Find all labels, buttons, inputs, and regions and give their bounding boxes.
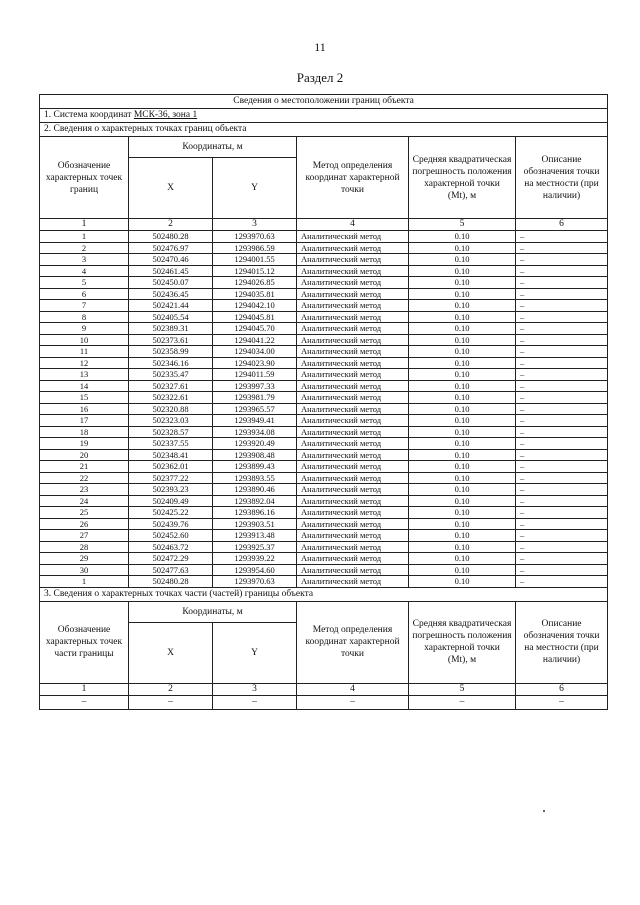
point-number: 18 bbox=[40, 426, 129, 438]
point-y: 1293970.63 bbox=[213, 576, 297, 588]
table-row bbox=[40, 553, 608, 565]
point-description: – bbox=[516, 403, 608, 415]
column-number: 3 bbox=[213, 219, 297, 231]
point-number: 1 bbox=[40, 576, 129, 588]
point-number: 29 bbox=[40, 553, 129, 565]
point-method: Аналитический метод bbox=[297, 576, 409, 588]
table-row bbox=[40, 277, 608, 289]
point-description: – bbox=[516, 242, 608, 254]
point-x: 502480.28 bbox=[129, 576, 213, 588]
point-method: Аналитический метод bbox=[297, 507, 409, 519]
point-accuracy: 0.10 bbox=[409, 231, 516, 243]
point-description: – bbox=[516, 484, 608, 496]
point-y: 1293890.46 bbox=[213, 484, 297, 496]
point-x: 502452.60 bbox=[129, 530, 213, 542]
point-y: 1294015.12 bbox=[213, 265, 297, 277]
point-method: Аналитический метод bbox=[297, 530, 409, 542]
point-accuracy: 0.10 bbox=[409, 265, 516, 277]
point-description: – bbox=[516, 495, 608, 507]
point-method: Аналитический метод bbox=[297, 449, 409, 461]
coord-system-value: МСК-36, зона 1 bbox=[133, 110, 198, 120]
point-description: – bbox=[516, 311, 608, 323]
empty-cell: – bbox=[409, 695, 516, 709]
point-description: – bbox=[516, 288, 608, 300]
section-title: Раздел 2 bbox=[296, 70, 344, 85]
point-x: 502393.23 bbox=[129, 484, 213, 496]
header-accuracy bbox=[409, 137, 516, 219]
point-x: 502323.03 bbox=[129, 415, 213, 427]
table-row bbox=[40, 369, 608, 381]
point-accuracy: 0.10 bbox=[409, 518, 516, 530]
column-number: 4 bbox=[297, 683, 409, 695]
table-row bbox=[40, 518, 608, 530]
point-description: – bbox=[516, 231, 608, 243]
column-number: 5 bbox=[409, 683, 516, 695]
point-y: 1293920.49 bbox=[213, 438, 297, 450]
point-method: Аналитический метод bbox=[297, 495, 409, 507]
header-x-s3: X bbox=[129, 622, 213, 683]
point-x: 502362.01 bbox=[129, 461, 213, 473]
table-row bbox=[40, 495, 608, 507]
point-method: Аналитический метод bbox=[297, 564, 409, 576]
point-y: 1294034.00 bbox=[213, 346, 297, 358]
point-accuracy: 0.10 bbox=[409, 426, 516, 438]
point-x: 502322.61 bbox=[129, 392, 213, 404]
table-row bbox=[40, 231, 608, 243]
point-number: 26 bbox=[40, 518, 129, 530]
point-number: 14 bbox=[40, 380, 129, 392]
point-accuracy: 0.10 bbox=[409, 564, 516, 576]
point-x: 502476.97 bbox=[129, 242, 213, 254]
table-row bbox=[40, 323, 608, 335]
point-y: 1294011.59 bbox=[213, 369, 297, 381]
column-number: 2 bbox=[129, 683, 213, 695]
point-accuracy: 0.10 bbox=[409, 323, 516, 335]
point-accuracy: 0.10 bbox=[409, 380, 516, 392]
section3-title: 3. Сведения о характерных точках части (частей) границы объекта bbox=[40, 587, 608, 601]
point-y: 1294026.85 bbox=[213, 277, 297, 289]
point-number: 21 bbox=[40, 461, 129, 473]
point-accuracy: 0.10 bbox=[409, 277, 516, 289]
point-description: – bbox=[516, 334, 608, 346]
point-description: – bbox=[516, 541, 608, 553]
point-description: – bbox=[516, 438, 608, 450]
point-x: 502377.22 bbox=[129, 472, 213, 484]
table-row bbox=[40, 380, 608, 392]
point-y: 1293981.79 bbox=[213, 392, 297, 404]
point-accuracy: 0.10 bbox=[409, 530, 516, 542]
point-number: 23 bbox=[40, 484, 129, 496]
point-y: 1293965.57 bbox=[213, 403, 297, 415]
point-description: – bbox=[516, 392, 608, 404]
point-method: Аналитический метод bbox=[297, 380, 409, 392]
point-number: 24 bbox=[40, 495, 129, 507]
point-accuracy: 0.10 bbox=[409, 392, 516, 404]
table-row bbox=[40, 438, 608, 450]
point-description: – bbox=[516, 472, 608, 484]
point-method: Аналитический метод bbox=[297, 242, 409, 254]
point-accuracy: 0.10 bbox=[409, 438, 516, 450]
table-row bbox=[40, 392, 608, 404]
point-number: 11 bbox=[40, 346, 129, 358]
point-y: 1293893.55 bbox=[213, 472, 297, 484]
point-description: – bbox=[516, 323, 608, 335]
empty-cell: – bbox=[129, 695, 213, 709]
point-description: – bbox=[516, 265, 608, 277]
header-designation-s3: Обозначение характерных точек части границы bbox=[40, 601, 129, 683]
section3-empty-row bbox=[40, 695, 608, 709]
point-description: – bbox=[516, 576, 608, 588]
point-method: Аналитический метод bbox=[297, 369, 409, 381]
point-y: 1293970.63 bbox=[213, 231, 297, 243]
point-method: Аналитический метод bbox=[297, 311, 409, 323]
point-y: 1293925.37 bbox=[213, 541, 297, 553]
point-y: 1293913.48 bbox=[213, 530, 297, 542]
point-number: 7 bbox=[40, 300, 129, 312]
point-description: – bbox=[516, 300, 608, 312]
header-accuracy-unit: (Mt), м bbox=[447, 190, 477, 201]
point-y: 1293949.41 bbox=[213, 415, 297, 427]
point-description: – bbox=[516, 357, 608, 369]
point-description: – bbox=[516, 415, 608, 427]
point-x: 502436.45 bbox=[129, 288, 213, 300]
point-accuracy: 0.10 bbox=[409, 369, 516, 381]
column-number: 5 bbox=[409, 219, 516, 231]
point-method: Аналитический метод bbox=[297, 461, 409, 473]
header-x: X bbox=[129, 158, 213, 219]
table-row bbox=[40, 461, 608, 473]
header-accuracy-text: Средняя квадратическая погрешность положения характерной точки bbox=[412, 154, 512, 189]
point-x: 502320.88 bbox=[129, 403, 213, 415]
point-accuracy: 0.10 bbox=[409, 346, 516, 358]
point-number: 27 bbox=[40, 530, 129, 542]
table-row bbox=[40, 449, 608, 461]
table-row bbox=[40, 265, 608, 277]
header-accuracy-text-s3: Средняя квадратическая погрешность положения характерной точки bbox=[412, 619, 512, 653]
table-row bbox=[40, 530, 608, 542]
column-number: 6 bbox=[516, 219, 608, 231]
point-method: Аналитический метод bbox=[297, 323, 409, 335]
point-number: 8 bbox=[40, 311, 129, 323]
point-method: Аналитический метод bbox=[297, 265, 409, 277]
column-number: 2 bbox=[129, 219, 213, 231]
point-y: 1294001.55 bbox=[213, 254, 297, 266]
point-number: 10 bbox=[40, 334, 129, 346]
point-number: 9 bbox=[40, 323, 129, 335]
header-coordinates-s3: Координаты, м bbox=[129, 601, 297, 622]
table-row bbox=[40, 346, 608, 358]
boundary-table bbox=[39, 94, 608, 710]
point-x: 502439.76 bbox=[129, 518, 213, 530]
page-number: 11 bbox=[314, 40, 326, 54]
empty-cell: – bbox=[297, 695, 409, 709]
column-number: 6 bbox=[516, 683, 608, 695]
point-y: 1293986.59 bbox=[213, 242, 297, 254]
point-x: 502335.47 bbox=[129, 369, 213, 381]
point-x: 502358.99 bbox=[129, 346, 213, 358]
point-accuracy: 0.10 bbox=[409, 553, 516, 565]
point-x: 502450.07 bbox=[129, 277, 213, 289]
point-y: 1293997.33 bbox=[213, 380, 297, 392]
table-row bbox=[40, 357, 608, 369]
point-accuracy: 0.10 bbox=[409, 254, 516, 266]
point-x: 502470.46 bbox=[129, 254, 213, 266]
point-accuracy: 0.10 bbox=[409, 357, 516, 369]
point-method: Аналитический метод bbox=[297, 392, 409, 404]
point-accuracy: 0.10 bbox=[409, 300, 516, 312]
table-title: Сведения о местоположении границ объекта bbox=[40, 95, 608, 109]
table-row bbox=[40, 288, 608, 300]
coord-system-label: 1. Система координат bbox=[44, 110, 134, 120]
header-method-s3: Метод определения координат характерной точки bbox=[297, 601, 409, 683]
point-number: 20 bbox=[40, 449, 129, 461]
header-coordinates: Координаты, м bbox=[129, 137, 297, 158]
point-method: Аналитический метод bbox=[297, 288, 409, 300]
point-number: 13 bbox=[40, 369, 129, 381]
column-number: 1 bbox=[40, 219, 129, 231]
column-number: 3 bbox=[213, 683, 297, 695]
point-number: 16 bbox=[40, 403, 129, 415]
header-y-s3: Y bbox=[213, 622, 297, 683]
point-accuracy: 0.10 bbox=[409, 242, 516, 254]
point-number: 2 bbox=[40, 242, 129, 254]
point-accuracy: 0.10 bbox=[409, 541, 516, 553]
point-y: 1293896.16 bbox=[213, 507, 297, 519]
column-number: 4 bbox=[297, 219, 409, 231]
point-y: 1293899.43 bbox=[213, 461, 297, 473]
table-row bbox=[40, 564, 608, 576]
point-accuracy: 0.10 bbox=[409, 415, 516, 427]
point-number: 1 bbox=[40, 231, 129, 243]
point-accuracy: 0.10 bbox=[409, 403, 516, 415]
table-row bbox=[40, 541, 608, 553]
point-description: – bbox=[516, 346, 608, 358]
point-number: 15 bbox=[40, 392, 129, 404]
table-row bbox=[40, 403, 608, 415]
header-method: Метод определения координат характерной точки bbox=[297, 137, 409, 219]
header-designation: Обозначение характерных точек границ bbox=[40, 137, 129, 219]
point-x: 502373.61 bbox=[129, 334, 213, 346]
column-number: 1 bbox=[40, 683, 129, 695]
point-description: – bbox=[516, 518, 608, 530]
empty-cell: – bbox=[516, 695, 608, 709]
point-number: 4 bbox=[40, 265, 129, 277]
point-method: Аналитический метод bbox=[297, 484, 409, 496]
point-number: 6 bbox=[40, 288, 129, 300]
point-method: Аналитический метод bbox=[297, 518, 409, 530]
point-x: 502337.55 bbox=[129, 438, 213, 450]
point-accuracy: 0.10 bbox=[409, 311, 516, 323]
point-y: 1294045.81 bbox=[213, 311, 297, 323]
point-y: 1293903.51 bbox=[213, 518, 297, 530]
point-description: – bbox=[516, 277, 608, 289]
point-description: – bbox=[516, 564, 608, 576]
point-y: 1294041.22 bbox=[213, 334, 297, 346]
point-description: – bbox=[516, 254, 608, 266]
empty-cell: – bbox=[40, 695, 129, 709]
point-x: 502425.22 bbox=[129, 507, 213, 519]
point-x: 502409.49 bbox=[129, 495, 213, 507]
table-row bbox=[40, 472, 608, 484]
section2-title: 2. Сведения о характерных точках границ объекта bbox=[40, 123, 608, 137]
point-method: Аналитический метод bbox=[297, 426, 409, 438]
header-y: Y bbox=[213, 158, 297, 219]
point-method: Аналитический метод bbox=[297, 541, 409, 553]
point-description: – bbox=[516, 380, 608, 392]
point-accuracy: 0.10 bbox=[409, 472, 516, 484]
point-y: 1293939.22 bbox=[213, 553, 297, 565]
point-description: – bbox=[516, 449, 608, 461]
point-x: 502328.57 bbox=[129, 426, 213, 438]
point-x: 502346.16 bbox=[129, 357, 213, 369]
point-y: 1293892.04 bbox=[213, 495, 297, 507]
point-method: Аналитический метод bbox=[297, 553, 409, 565]
point-method: Аналитический метод bbox=[297, 300, 409, 312]
point-method: Аналитический метод bbox=[297, 277, 409, 289]
point-x: 502463.72 bbox=[129, 541, 213, 553]
point-method: Аналитический метод bbox=[297, 403, 409, 415]
point-method: Аналитический метод bbox=[297, 415, 409, 427]
point-x: 502461.45 bbox=[129, 265, 213, 277]
header-description-s3: Описание обозначения точки на местности (при наличии) bbox=[516, 601, 608, 683]
table-row bbox=[40, 311, 608, 323]
point-x: 502421.44 bbox=[129, 300, 213, 312]
point-y: 1294045.70 bbox=[213, 323, 297, 335]
point-y: 1293954.60 bbox=[213, 564, 297, 576]
point-accuracy: 0.10 bbox=[409, 495, 516, 507]
point-accuracy: 0.10 bbox=[409, 461, 516, 473]
table-row bbox=[40, 300, 608, 312]
header-description: Описание обозначения точки на местности (при наличии) bbox=[516, 137, 608, 219]
point-accuracy: 0.10 bbox=[409, 449, 516, 461]
point-accuracy: 0.10 bbox=[409, 334, 516, 346]
point-number: 3 bbox=[40, 254, 129, 266]
point-number: 28 bbox=[40, 541, 129, 553]
point-description: – bbox=[516, 553, 608, 565]
point-y: 1294023.90 bbox=[213, 357, 297, 369]
point-y: 1293908.48 bbox=[213, 449, 297, 461]
table-row bbox=[40, 576, 608, 588]
point-x: 502480.28 bbox=[129, 231, 213, 243]
point-method: Аналитический метод bbox=[297, 357, 409, 369]
point-accuracy: 0.10 bbox=[409, 484, 516, 496]
point-description: – bbox=[516, 461, 608, 473]
point-number: 22 bbox=[40, 472, 129, 484]
point-method: Аналитический метод bbox=[297, 254, 409, 266]
header-accuracy-unit-s3: (Mt), м bbox=[447, 655, 477, 665]
point-x: 502389.31 bbox=[129, 323, 213, 335]
point-y: 1294035.81 bbox=[213, 288, 297, 300]
point-x: 502348.41 bbox=[129, 449, 213, 461]
point-method: Аналитический метод bbox=[297, 438, 409, 450]
point-number: 25 bbox=[40, 507, 129, 519]
point-method: Аналитический метод bbox=[297, 472, 409, 484]
point-method: Аналитический метод bbox=[297, 334, 409, 346]
point-accuracy: 0.10 bbox=[409, 576, 516, 588]
table-row bbox=[40, 334, 608, 346]
point-number: 19 bbox=[40, 438, 129, 450]
table-row bbox=[40, 254, 608, 266]
point-x: 502405.54 bbox=[129, 311, 213, 323]
point-description: – bbox=[516, 530, 608, 542]
table-row bbox=[40, 507, 608, 519]
table-row bbox=[40, 415, 608, 427]
point-number: 30 bbox=[40, 564, 129, 576]
point-accuracy: 0.10 bbox=[409, 507, 516, 519]
point-y: 1293934.08 bbox=[213, 426, 297, 438]
coord-system-row bbox=[40, 109, 608, 123]
point-description: – bbox=[516, 426, 608, 438]
point-description: – bbox=[516, 507, 608, 519]
point-number: 5 bbox=[40, 277, 129, 289]
point-accuracy: 0.10 bbox=[409, 288, 516, 300]
point-x: 502327.61 bbox=[129, 380, 213, 392]
point-y: 1294042.10 bbox=[213, 300, 297, 312]
point-x: 502472.29 bbox=[129, 553, 213, 565]
point-x: 502477.63 bbox=[129, 564, 213, 576]
point-number: 12 bbox=[40, 357, 129, 369]
header-accuracy-s3 bbox=[409, 601, 516, 683]
table-row bbox=[40, 242, 608, 254]
point-description: – bbox=[516, 369, 608, 381]
table-row bbox=[40, 484, 608, 496]
ink-dot bbox=[543, 810, 545, 812]
empty-cell: – bbox=[213, 695, 297, 709]
point-number: 17 bbox=[40, 415, 129, 427]
point-method: Аналитический метод bbox=[297, 231, 409, 243]
point-method: Аналитический метод bbox=[297, 346, 409, 358]
table-row bbox=[40, 426, 608, 438]
